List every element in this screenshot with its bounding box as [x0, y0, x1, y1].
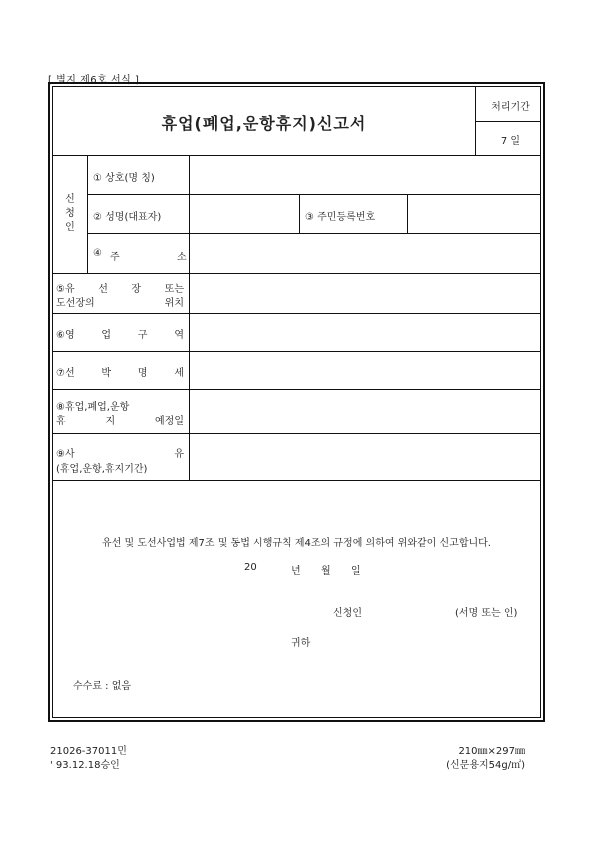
applicant-sign-label: 신청인 — [333, 608, 362, 619]
schedule-label-line1: ⑧휴업,폐업,운항 — [56, 402, 130, 413]
address-field[interactable] — [190, 234, 546, 273]
representative-divider — [299, 194, 300, 233]
trade-name-field[interactable] — [190, 156, 546, 194]
location-label-line2: 도선장의 위치 — [56, 298, 184, 309]
date-day-unit: 일 — [351, 566, 361, 577]
processing-period-label: 처리기간 — [491, 102, 530, 113]
paper-type: (신문용지54g/㎡) — [446, 760, 525, 771]
applicant-group-label: 신 청 인 — [65, 194, 75, 233]
paper-size: 210㎜×297㎜ — [458, 746, 525, 757]
date-year: 20 — [244, 562, 257, 573]
representative-field[interactable] — [190, 195, 299, 233]
processing-period-value: 7 일 — [500, 136, 521, 147]
reason-field[interactable] — [190, 434, 546, 480]
approval-date: ' 93.12.18승인 — [50, 760, 120, 771]
vessel-field[interactable] — [190, 352, 546, 389]
processing-mid-line — [475, 121, 540, 122]
address-label-b: 소 — [177, 252, 187, 263]
applicant-label-divider — [87, 155, 88, 273]
address-label-a: 주 — [110, 252, 120, 263]
representative-label: ② 성명(대표자) — [93, 212, 162, 223]
date-year-unit: 년 — [291, 566, 301, 577]
trade-name-label: ① 상호(명 칭) — [93, 173, 155, 184]
report-form — [48, 82, 545, 722]
location-field[interactable] — [190, 274, 546, 313]
location-label-line1: ⑤유 선 장 또는 — [56, 284, 184, 295]
form-code: 21026-37011민 — [50, 746, 127, 757]
form-title: 휴업(폐업,운항휴지)신고서 — [161, 114, 367, 133]
reason-label-line2: (휴업,운항,휴지기간) — [56, 464, 148, 475]
recipient-label: 귀하 — [291, 638, 311, 649]
business-area-field[interactable] — [190, 314, 546, 351]
schedule-label-line2: 휴 지 예정일 — [56, 416, 184, 427]
reason-label-line1: ⑨사 유 — [56, 449, 184, 460]
resident-number-label: ③ 주민등록번호 — [305, 212, 376, 223]
form-grid — [52, 86, 541, 718]
report-statement: 유선 및 도선사업법 제7조 및 동법 시행규칙 제4조의 규정에 의하여 위와같이 신고합니다. — [102, 538, 491, 549]
resident-number-field[interactable] — [408, 195, 546, 233]
signature-or-seal: (서명 또는 인) — [455, 608, 518, 619]
row-line-8 — [53, 480, 540, 481]
vessel-label: ⑦선 박 명 세 — [56, 368, 184, 379]
date-month-unit: 월 — [321, 566, 331, 577]
business-area-label: ⑥영 업 구 역 — [56, 330, 184, 341]
form-attachment-note: [ 별지 제6호 서식 ] — [48, 75, 140, 86]
address-number: ④ — [93, 248, 102, 259]
fee-note: 수수료 : 없음 — [73, 681, 132, 692]
schedule-field[interactable] — [190, 390, 546, 433]
